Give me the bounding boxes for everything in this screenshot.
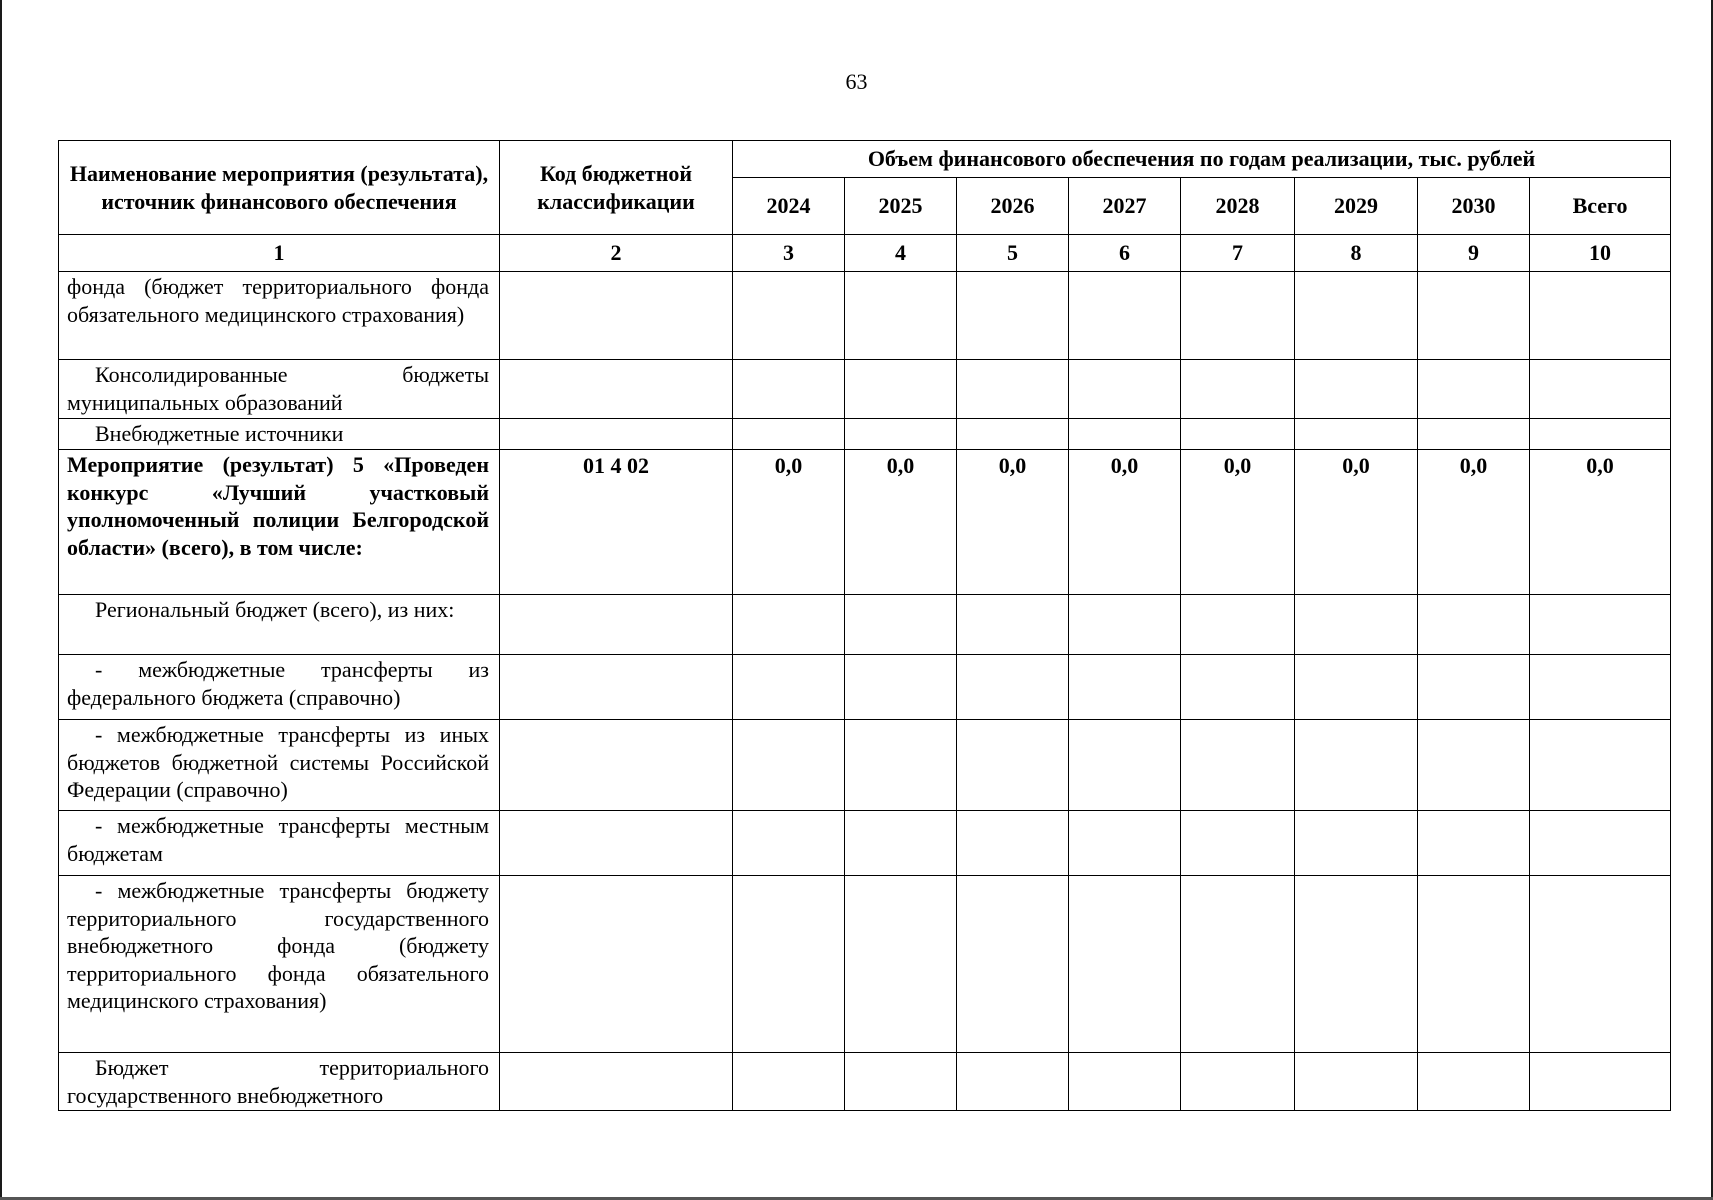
empty-cell [1069,272,1181,360]
empty-cell [1069,720,1181,811]
empty-cell [957,655,1069,720]
empty-cell [1530,1053,1671,1111]
header-year-2024: 2024 [733,178,845,235]
table-row [59,811,1671,876]
empty-cell [957,272,1069,360]
empty-cell [1295,419,1418,450]
column-number: 3 [733,235,845,272]
value-2030: 0,0 [1418,450,1530,595]
empty-cell [957,360,1069,419]
empty-cell [1418,1053,1530,1111]
financing-table [58,140,1671,1111]
table-row-activity [59,450,1671,595]
empty-cell [1181,1053,1295,1111]
empty-cell [1418,419,1530,450]
empty-cell [957,811,1069,876]
table-row [59,876,1671,1053]
header-year-2026: 2026 [957,178,1069,235]
row-name-activity: Мероприятие (результат) 5 «Проведен конкурс «Лучший участковый уполномоченный полиции Белгородской области» (всего), в том числе: [59,450,500,595]
empty-cell [1530,811,1671,876]
empty-cell [845,876,957,1053]
empty-cell [1418,595,1530,655]
empty-cell [1295,811,1418,876]
empty-cell [500,595,733,655]
row-name: Региональный бюджет (всего), из них: [59,595,500,655]
column-number: 6 [1069,235,1181,272]
empty-cell [845,811,957,876]
empty-cell [1418,720,1530,811]
empty-cell [1069,595,1181,655]
empty-cell [500,876,733,1053]
empty-cell [1181,360,1295,419]
empty-cell [1530,595,1671,655]
empty-cell [957,419,1069,450]
column-number: 7 [1181,235,1295,272]
table-row [59,595,1671,655]
empty-cell [1181,272,1295,360]
empty-cell [500,1053,733,1111]
row-name: - межбюджетные трансферты из иных бюджетов бюджетной системы Российской Федерации (справочно) [59,720,500,811]
empty-cell [1530,272,1671,360]
header-year-2027: 2027 [1069,178,1181,235]
empty-cell [1069,876,1181,1053]
table-row [59,419,1671,450]
empty-cell [845,360,957,419]
empty-cell [845,419,957,450]
empty-cell [957,1053,1069,1111]
empty-cell [1418,272,1530,360]
empty-cell [1295,272,1418,360]
column-number: 8 [1295,235,1418,272]
value-2024: 0,0 [733,450,845,595]
header-year-2029: 2029 [1295,178,1418,235]
row-name: - межбюджетные трансферты бюджету территориального государственного внебюджетного фонда (бюджету территориального фонда обязательного медицинского страхования) [59,876,500,1053]
column-number: 2 [500,235,733,272]
header-row-numbers [59,235,1671,272]
empty-cell [500,655,733,720]
value-2029: 0,0 [1295,450,1418,595]
column-number: 5 [957,235,1069,272]
empty-cell [1295,360,1418,419]
empty-cell [1069,419,1181,450]
empty-cell [1295,876,1418,1053]
header-year-2030: 2030 [1418,178,1530,235]
empty-cell [845,720,957,811]
empty-cell [957,595,1069,655]
column-number: 10 [1530,235,1671,272]
empty-cell [1181,419,1295,450]
empty-cell [1530,360,1671,419]
column-number: 4 [845,235,957,272]
empty-cell [733,360,845,419]
header-row-top [59,141,1671,178]
row-name: Внебюджетные источники [59,419,500,450]
empty-cell [1530,655,1671,720]
empty-cell [1295,1053,1418,1111]
row-name: - межбюджетные трансферты местным бюджетам [59,811,500,876]
table-row [59,655,1671,720]
empty-cell [733,720,845,811]
empty-cell [1181,876,1295,1053]
empty-cell [1069,360,1181,419]
empty-cell [1069,1053,1181,1111]
value-2025: 0,0 [845,450,957,595]
header-year-2025: 2025 [845,178,957,235]
empty-cell [1181,655,1295,720]
table-row [59,1053,1671,1111]
row-name: Бюджет территориального государственного внебюджетного [59,1053,500,1111]
page-number: 63 [845,69,868,94]
empty-cell [733,876,845,1053]
empty-cell [500,720,733,811]
row-name: Консолидированные бюджеты муниципальных образований [59,360,500,419]
empty-cell [1069,811,1181,876]
empty-cell [1418,811,1530,876]
header-code: Код бюджетной классификации [500,141,733,235]
empty-cell [500,811,733,876]
empty-cell [1181,720,1295,811]
header-volume: Объем финансового обеспечения по годам реализации, тыс. рублей [733,141,1671,178]
empty-cell [733,595,845,655]
empty-cell [1418,876,1530,1053]
row-name: фонда (бюджет территориального фонда обязательного медицинского страхования) [59,272,500,360]
empty-cell [1295,595,1418,655]
empty-cell [1530,876,1671,1053]
row-name: - межбюджетные трансферты из федерального бюджета (справочно) [59,655,500,720]
empty-cell [1418,655,1530,720]
empty-cell [845,1053,957,1111]
empty-cell [957,876,1069,1053]
empty-cell [500,272,733,360]
empty-cell [733,655,845,720]
empty-cell [845,595,957,655]
value-2026: 0,0 [957,450,1069,595]
empty-cell [845,272,957,360]
column-number: 1 [59,235,500,272]
empty-cell [957,720,1069,811]
value-2028: 0,0 [1181,450,1295,595]
empty-cell [500,360,733,419]
table-row [59,720,1671,811]
value-2027: 0,0 [1069,450,1181,595]
empty-cell [1530,720,1671,811]
header-year-2028: 2028 [1181,178,1295,235]
empty-cell [1530,419,1671,450]
empty-cell [733,1053,845,1111]
empty-cell [1181,811,1295,876]
empty-cell [845,655,957,720]
empty-cell [1418,360,1530,419]
empty-cell [733,419,845,450]
empty-cell [500,419,733,450]
column-number: 9 [1418,235,1530,272]
empty-cell [1295,720,1418,811]
table-row [59,272,1671,360]
empty-cell [733,272,845,360]
table-row [59,360,1671,419]
empty-cell [733,811,845,876]
empty-cell [1069,655,1181,720]
empty-cell [1295,655,1418,720]
header-total: Всего [1530,178,1671,235]
value-total: 0,0 [1530,450,1671,595]
empty-cell [1181,595,1295,655]
header-name: Наименование мероприятия (результата), источник финансового обеспечения [59,141,500,235]
scan-edge-left [0,0,2,1200]
budget-code: 01 4 02 [500,450,733,595]
